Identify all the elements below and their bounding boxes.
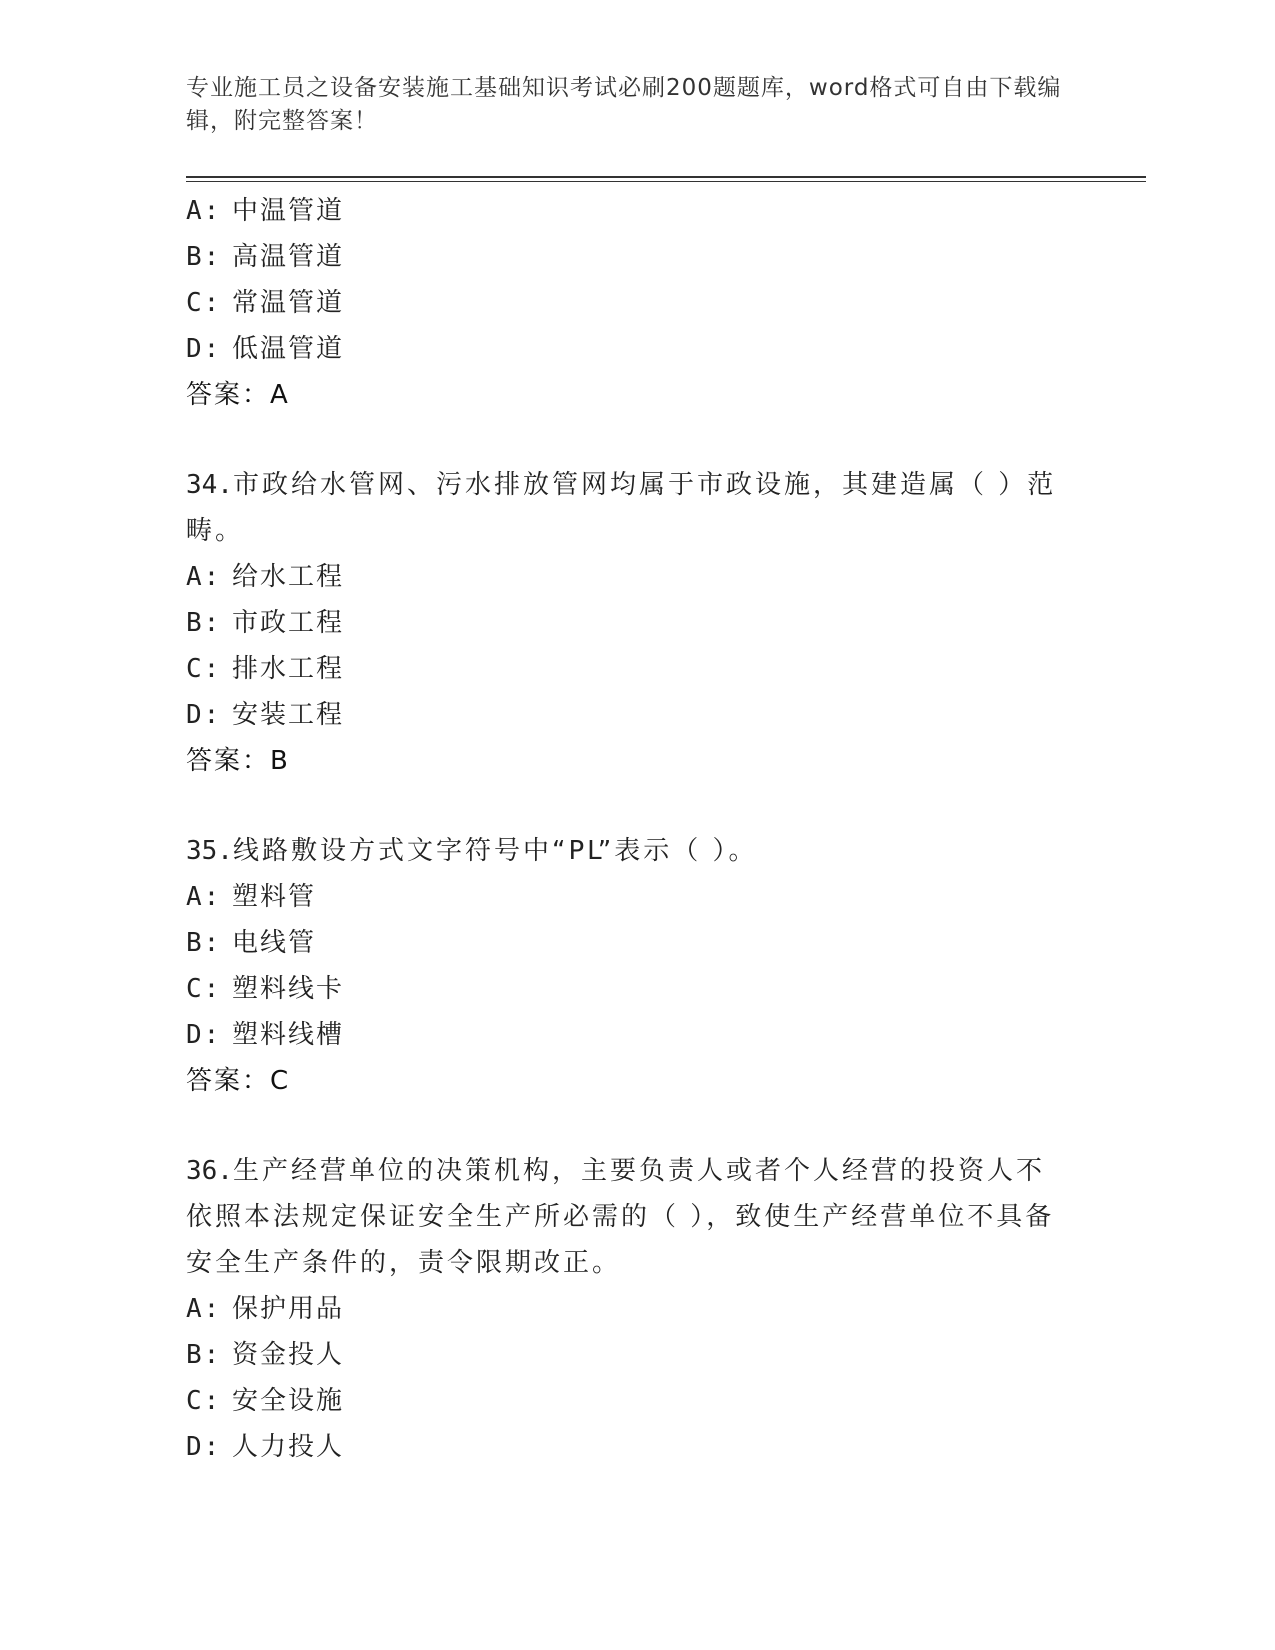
option-a (186, 1286, 1086, 1332)
document-header-title: 专业施工员之设备安装施工基础知识考试必刷200题题库，word格式可自由下载编辑，附完整答案！ (186, 75, 1062, 134)
option-letter: D: (186, 700, 222, 730)
option-text: 资金投人 (232, 1340, 345, 1370)
option-text: 中温管道 (232, 196, 345, 226)
question-number: 34. (186, 470, 233, 500)
option-letter: A: (186, 882, 222, 912)
option-b (186, 1332, 1086, 1378)
header-divider-thick (186, 176, 1146, 178)
spacer (186, 1104, 1086, 1148)
spacer (186, 418, 1086, 462)
answer-line: 答案：A (186, 380, 290, 410)
option-c (186, 966, 1086, 1012)
option-c (186, 1378, 1086, 1424)
question-list (186, 188, 1086, 1470)
option-letter: B: (186, 608, 222, 638)
option-d (186, 692, 1086, 738)
option-text: 塑料线卡 (232, 974, 345, 1004)
question-stem (186, 828, 1066, 874)
question-number: 35. (186, 836, 233, 866)
option-b (186, 600, 1086, 646)
option-text: 人力投人 (232, 1432, 345, 1462)
question-block-34 (186, 462, 1086, 784)
option-text: 安装工程 (232, 700, 345, 730)
option-letter: B: (186, 242, 222, 272)
option-letter: D: (186, 334, 222, 364)
option-text: 低温管道 (232, 334, 345, 364)
option-letter: A: (186, 196, 222, 226)
answer-line: 答案：C (186, 1066, 291, 1096)
option-d (186, 1012, 1086, 1058)
option-letter: C: (186, 1386, 222, 1416)
option-text: 保护用品 (232, 1294, 345, 1324)
question-stem (186, 462, 1066, 554)
option-letter: C: (186, 654, 222, 684)
option-b (186, 234, 1086, 280)
header-divider-thin (186, 181, 1146, 182)
option-d (186, 326, 1086, 372)
question-block-36 (186, 1148, 1086, 1470)
option-letter: A: (186, 562, 222, 592)
option-letter: D: (186, 1432, 222, 1462)
question-text: 生产经营单位的决策机构，主要负责人或者个人经营的投资人不依照本法规定保证安全生产所必需的（ ），致使生产经营单位不具备安全生产条件的，责令限期改正。 (186, 1156, 1055, 1278)
question-number: 36. (186, 1156, 233, 1186)
prev-question-block (186, 188, 1086, 418)
question-stem (186, 1148, 1066, 1286)
option-letter: C: (186, 288, 222, 318)
option-text: 市政工程 (232, 608, 345, 638)
option-text: 高温管道 (232, 242, 345, 272)
question-text: 线路敷设方式文字符号中“PL”表示（ ）。 (232, 836, 758, 866)
option-a (186, 188, 1086, 234)
option-text: 电线管 (232, 928, 317, 958)
option-a (186, 554, 1086, 600)
answer-line: 答案：B (186, 746, 290, 776)
option-a (186, 874, 1086, 920)
option-b (186, 920, 1086, 966)
option-text: 安全设施 (232, 1386, 345, 1416)
option-text: 排水工程 (232, 654, 345, 684)
question-text: 市政给水管网、污水排放管网均属于市政设施，其建造属（ ）范畴。 (186, 470, 1057, 546)
option-letter: C: (186, 974, 222, 1004)
option-c (186, 280, 1086, 326)
option-letter: A: (186, 1294, 222, 1324)
option-text: 给水工程 (232, 562, 345, 592)
option-letter: D: (186, 1020, 222, 1050)
option-c (186, 646, 1086, 692)
option-d (186, 1424, 1086, 1470)
option-letter: B: (186, 928, 222, 958)
question-block-35 (186, 828, 1086, 1104)
option-text: 常温管道 (232, 288, 345, 318)
option-text: 塑料管 (232, 882, 317, 912)
option-text: 塑料线槽 (232, 1020, 345, 1050)
option-letter: B: (186, 1340, 222, 1370)
spacer (186, 784, 1086, 828)
